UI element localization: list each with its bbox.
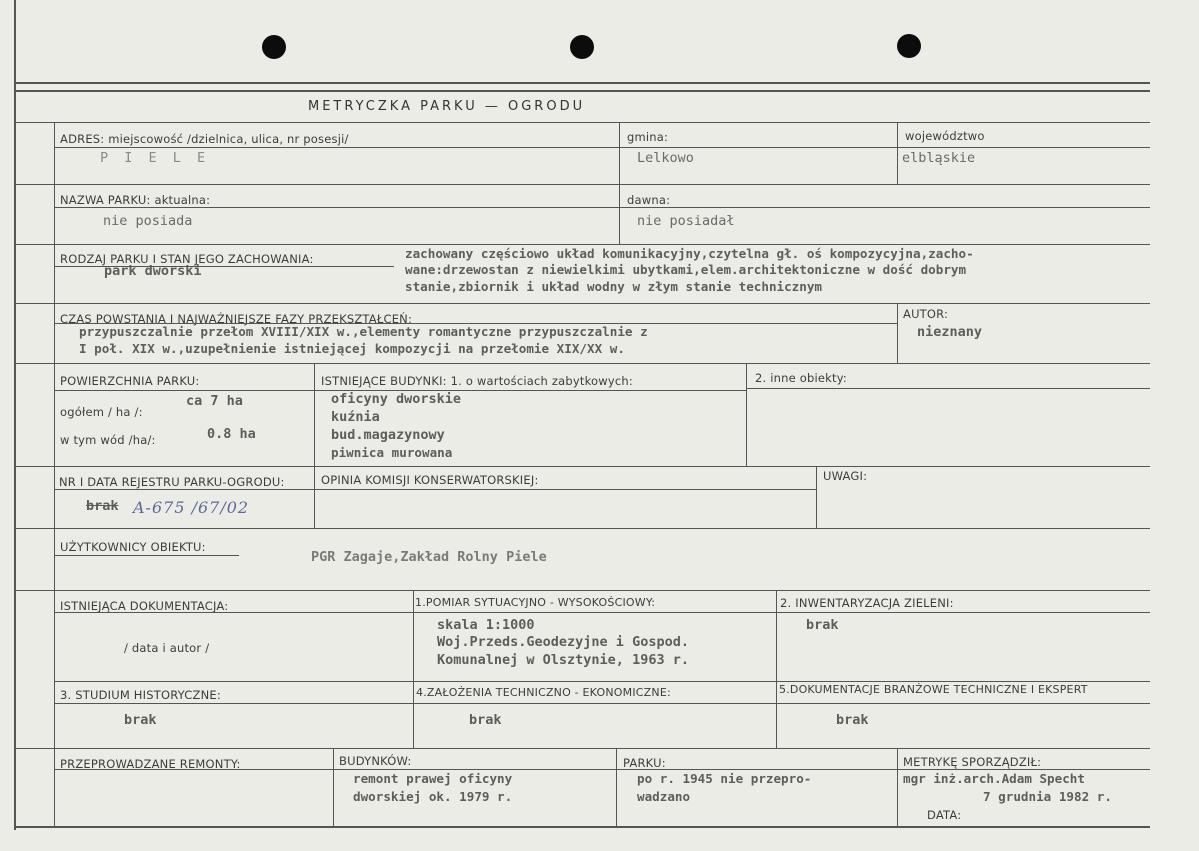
branzowe-label: 5.DOKUMENTACJE BRANŻOWE TECHNICZNE I EKSPERT <box>779 683 1088 696</box>
uzytkownicy-label: UŻYTKOWNICY OBIEKTU: <box>60 540 206 554</box>
parku-line1: po r. 1945 nie przepro- <box>637 771 812 786</box>
budynek-item-4: piwnica murowana <box>331 445 453 460</box>
uzytkownicy-value: PGR Zagaje,Zakład Rolny Piele <box>311 549 547 565</box>
dokumentacja-bottom-rule <box>14 748 1150 749</box>
dawna-value: nie posiadał <box>637 213 735 229</box>
adres-value: P I E L E <box>100 150 210 166</box>
woj-value: elbląskie <box>902 150 976 166</box>
rodzaj-desc-line2: wane:drzewostan z niewielkimi ubytkami,elem.architektoniczne w dość dobrym <box>405 262 967 277</box>
uwagi-divider <box>816 466 817 528</box>
opinia-divider <box>314 466 315 528</box>
budynkow-divider <box>333 748 334 826</box>
uwagi-label: UWAGI: <box>823 469 868 483</box>
parku-divider <box>616 748 617 826</box>
budynkow-label: BUDYNKÓW: <box>339 754 412 768</box>
sporzadzil-label: METRYKĘ SPORZĄDZIŁ: <box>903 755 1042 769</box>
title-underline <box>14 122 1150 123</box>
gmina-value: Lelkowo <box>637 150 694 166</box>
pomiar-divider <box>413 590 414 748</box>
czas-line1: przypuszczalnie przełom XVIII/XIX w.,elementy romantyczne przypuszczalnie z <box>79 324 648 339</box>
remonty-label: PRZEPROWADZANE REMONTY: <box>60 757 241 771</box>
data-label: DATA: <box>927 808 962 822</box>
autor-value: nieznany <box>917 324 983 340</box>
studium-value: brak <box>124 712 157 728</box>
gmina-label: gmina: <box>627 130 669 144</box>
studium-mid-rule <box>54 703 1150 704</box>
czas-bottom-rule <box>14 363 1150 364</box>
left-margin-line <box>54 122 55 826</box>
dokumentacja-row-rule <box>54 681 1150 682</box>
dokumentacja-mid-rule <box>54 612 1150 613</box>
nazwa-label: NAZWA PARKU: aktualna: <box>60 193 211 207</box>
form-title: METRYCZKA PARKU — OGRODU <box>308 99 586 114</box>
rodzaj-value: park dworski <box>104 263 202 279</box>
bottom-rule <box>14 826 1150 828</box>
budynki-bottom-rule <box>14 466 1150 467</box>
uzytkownicy-bottom-rule <box>14 590 1150 591</box>
rodzaj-desc-line1: zachowany częściowo układ komunikacyjny,czytelna gł. oś kompozycyjna,zacho- <box>405 246 974 261</box>
form-frame <box>14 0 1199 830</box>
uzytkownicy-underline <box>54 555 239 556</box>
inwent-label: 2. INWENTARYZACJA ZIELENI: <box>780 596 954 610</box>
rodzaj-bottom-rule <box>14 303 1150 304</box>
czas-label: CZAS POWSTANIA I NAJWAŻNIEJSZE FAZY PRZEKSZTAŁCEŃ: <box>60 312 413 326</box>
remonty-mid-rule <box>54 769 1150 770</box>
powierzchnia-label: POWIERZCHNIA PARKU: <box>60 374 200 388</box>
budynki-divider <box>314 363 315 466</box>
budynek-item-3: bud.magazynowy <box>331 427 445 443</box>
rejestr-typed-value: brak <box>86 498 119 514</box>
rejestr-bottom-rule <box>14 528 1150 529</box>
inne-label: 2. inne obiekty: <box>755 371 847 385</box>
wody-value: 0.8 ha <box>207 426 256 442</box>
pomiar-line1: skala 1:1000 <box>437 617 535 633</box>
nazwa-bottom-rule <box>14 244 1150 245</box>
dawna-label: dawna: <box>627 193 671 207</box>
parku-label: PARKU: <box>623 756 666 770</box>
zalozenia-value: brak <box>469 712 502 728</box>
ogolem-label: ogółem / ha /: <box>60 405 143 419</box>
top-rule-2 <box>14 90 1150 92</box>
rodzaj-label: RODZAJ PARKU I STAN JEGO ZACHOWANIA: <box>60 252 314 266</box>
sporzadzil-line2: 7 grudnia 1982 r. <box>983 789 1112 804</box>
budynek-item-1: oficyny dworskie <box>331 391 462 407</box>
autor-divider <box>897 303 898 363</box>
gmina-divider <box>619 122 620 184</box>
studium-label: 3. STUDIUM HISTORYCZNE: <box>60 688 221 702</box>
adres-mid-rule <box>54 147 1150 148</box>
adres-label: ADRES: miejscowość /dzielnica, ulica, nr posesji/ <box>60 132 349 146</box>
pomiar-line3: Komunalnej w Olsztynie, 1963 r. <box>437 652 689 668</box>
czas-line2: I poł. XIX w.,uzupełnienie istniejącej kompozycji na przełomie XIX/XX w. <box>79 341 625 356</box>
dawna-divider <box>619 184 620 244</box>
powierzchnia-underline <box>54 390 314 391</box>
inwent-divider <box>776 590 777 748</box>
czas-mid-rule <box>54 323 897 324</box>
opinia-underline <box>54 489 817 490</box>
top-rule <box>14 82 1150 84</box>
adres-bottom-rule <box>14 184 1150 185</box>
wody-label: w tym wód /ha/: <box>60 433 156 447</box>
woj-divider <box>897 122 898 184</box>
branzowe-value: brak <box>836 712 869 728</box>
pomiar-line2: Woj.Przeds.Geodezyjne i Gospod. <box>437 634 689 650</box>
data-autor-label: / data i autor / <box>124 641 210 655</box>
autor-label: AUTOR: <box>903 307 949 321</box>
inne-divider <box>746 363 747 466</box>
budynek-item-2: kuźnia <box>331 409 380 425</box>
nazwa-value: nie posiada <box>103 213 193 229</box>
rodzaj-mid-rule <box>54 266 394 267</box>
rodzaj-desc-line3: stanie,zbiornik i układ wodny w złym stanie technicznym <box>405 279 823 294</box>
rejestr-hand-value: A-675 /67/02 <box>133 498 250 517</box>
opinia-label: OPINIA KOMISJI KONSERWATORSKIEJ: <box>321 473 539 487</box>
pomiar-label: 1.POMIAR SYTUACYJNO - WYSOKOŚCIOWY: <box>415 596 656 609</box>
zalozenia-label: 4.ZAŁOŻENIA TECHNICZNO - EKONOMICZNE: <box>416 686 671 699</box>
budynkow-line1: remont prawej oficyny <box>353 771 513 786</box>
budynkow-line2: dworskiej ok. 1979 r. <box>353 789 513 804</box>
nazwa-mid-rule <box>54 207 1150 208</box>
dokumentacja-label: ISTNIEJĄCA DOKUMENTACJA: <box>60 599 229 613</box>
sporzadzil-line1: mgr inż.arch.Adam Specht <box>903 771 1085 786</box>
ogolem-value: ca 7 ha <box>186 393 243 409</box>
inne-underline <box>746 388 1150 389</box>
sporzadzil-divider <box>897 748 898 826</box>
inwent-value: brak <box>806 617 839 633</box>
rejestr-label: NR I DATA REJESTRU PARKU-OGRODU: <box>59 475 285 489</box>
parku-line2: wadzano <box>637 789 691 804</box>
woj-label: województwo <box>905 129 985 143</box>
budynki-label: ISTNIEJĄCE BUDYNKI: 1. o wartościach zabytkowych: <box>321 374 633 388</box>
